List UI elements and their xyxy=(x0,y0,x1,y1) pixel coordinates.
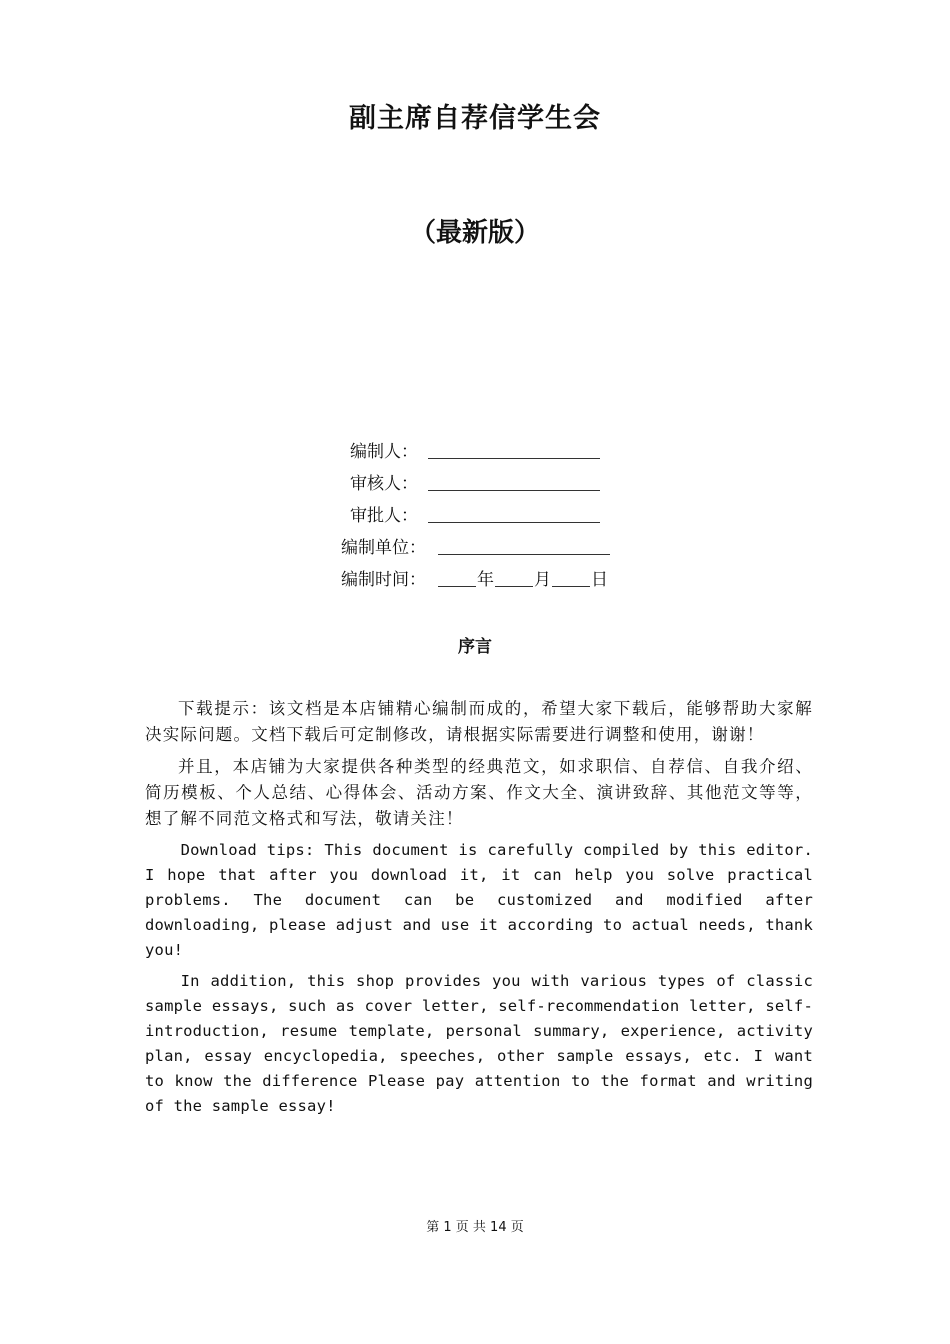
meta-label-reviewer: 审核人： xyxy=(350,474,418,494)
meta-row-approver xyxy=(0,500,950,532)
meta-label-unit: 编制单位： xyxy=(341,538,426,558)
day-blank xyxy=(552,564,590,587)
preface-paragraph-zh-2: 并且，本店铺为大家提供各种类型的经典范文，如求职信、自荐信、自我介绍、简历模板、个人总结、心得体会、活动方案、作文大全、演讲致辞、其他范文等等，想了解不同范文格式和写法，敬请关注！ xyxy=(145,757,813,828)
preface-paragraph-zh-1: 下载提示：该文档是本店铺精心编制而成的，希望大家下载后，能够帮助大家解决实际问题。文档下载后可定制修改，请根据实际需要进行调整和使用，谢谢！ xyxy=(145,699,813,744)
reviewer-blank xyxy=(428,468,600,491)
meta-fields xyxy=(0,436,950,596)
preface-paragraph-en-2: In addition, this shop provides you with various types of classic sample essays, such as cover letter, self-recommendation letter, self-introduction, resume template, personal summary, experience, activity plan, essay encyclopedia, speeches, other sample essays, etc. I want to know the difference Please pay attention to the format and writing of the sample essay! xyxy=(145,972,813,1115)
day-label: 日 xyxy=(591,570,608,590)
document-subtitle: （最新版） xyxy=(409,218,540,248)
meta-row-reviewer xyxy=(0,468,950,500)
unit-blank xyxy=(438,532,610,555)
month-blank xyxy=(495,564,533,587)
meta-label-approver: 审批人： xyxy=(350,506,418,526)
meta-row-unit xyxy=(0,532,950,564)
meta-row-compiler xyxy=(0,436,950,468)
preface-paragraph-en-1: Download tips: This document is carefully compiled by this editor. I hope that after you download it, it can help you solve practical problems. The document can be customized and modified after downloading, please adjust and use it according to actual needs, thank you! xyxy=(145,841,813,959)
preface-heading: 序言 xyxy=(458,637,492,657)
compiler-blank xyxy=(428,436,600,459)
meta-row-date xyxy=(0,564,950,596)
meta-label-date: 编制时间： xyxy=(341,570,426,590)
year-label: 年 xyxy=(477,570,494,590)
page-number: 第 1 页 共 14 页 xyxy=(426,1220,524,1235)
document-title: 副主席自荐信学生会 xyxy=(349,103,601,134)
month-label: 月 xyxy=(534,570,551,590)
year-blank xyxy=(438,564,476,587)
meta-label-compiler: 编制人： xyxy=(350,442,418,462)
approver-blank xyxy=(428,500,600,523)
preface-body xyxy=(145,696,813,1125)
